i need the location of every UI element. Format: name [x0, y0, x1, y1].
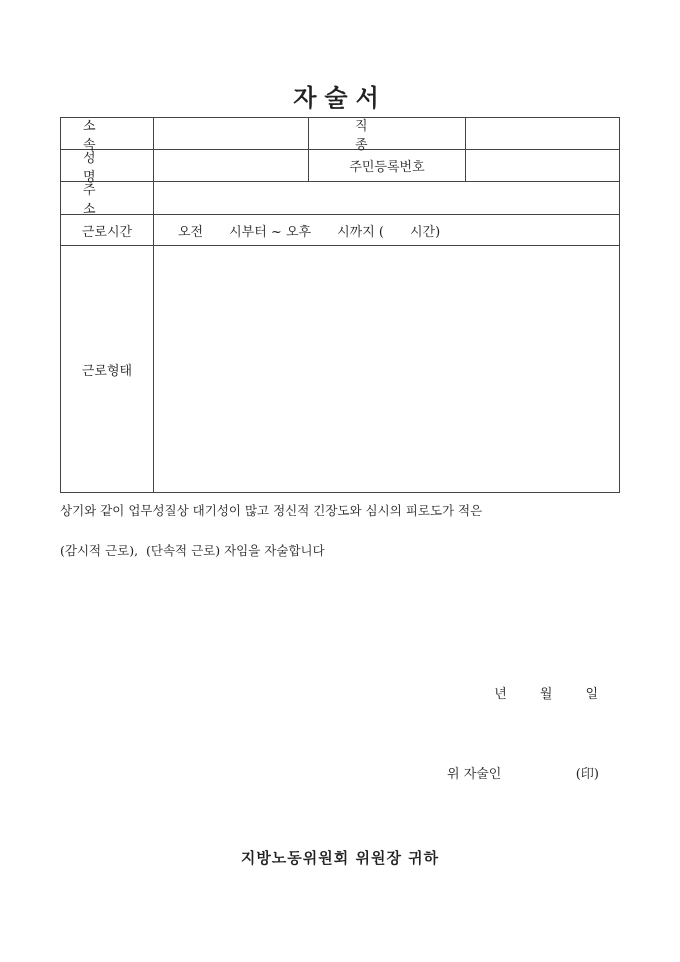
- statement-line-1: 상기와 같이 업무성질상 대기성이 많고 정신적 긴장도와 심시의 피로도가 적은: [60, 503, 483, 518]
- signature-line: [447, 763, 599, 782]
- work-type-field[interactable]: [153, 246, 619, 492]
- row-affiliation: [61, 118, 619, 153]
- date-month: 월: [539, 687, 553, 702]
- name-field[interactable]: [153, 150, 308, 181]
- work-hours-field[interactable]: [153, 215, 619, 245]
- addressee: 지방노동위원회 위원장 귀하: [240, 849, 440, 867]
- row-name: [61, 150, 619, 185]
- statement-form-table: [60, 117, 620, 493]
- name-label: 성 명: [83, 150, 118, 185]
- date-year: 년: [494, 687, 507, 702]
- statement-line-2: (감시적 근로), (단속적 근로) 자임을 자술합니다: [60, 543, 325, 558]
- signature-label: 위 자술인: [447, 767, 502, 782]
- work-hours-until: 시까지 (: [337, 224, 384, 240]
- seal-mark: (印): [575, 767, 599, 782]
- row-work-type: [61, 246, 619, 492]
- work-type-label: 근로형태: [81, 363, 133, 379]
- date-day: 일: [585, 687, 598, 702]
- job-field[interactable]: [465, 118, 619, 149]
- affiliation-field[interactable]: [153, 118, 308, 149]
- address-label: 주 소: [83, 183, 118, 217]
- affiliation-label: 소 속: [83, 118, 118, 153]
- document-title: 자술서: [293, 83, 387, 112]
- resident-id-label: 주민등록번호: [308, 150, 465, 181]
- address-field[interactable]: [153, 182, 619, 214]
- job-label: 직 종: [308, 118, 465, 149]
- date-line: [494, 683, 598, 702]
- work-hours-from: 시부터 ~ 오후: [229, 224, 312, 240]
- resident-id-field[interactable]: [465, 150, 619, 181]
- row-work-hours: [61, 215, 619, 246]
- work-hours-label: 근로시간: [81, 224, 133, 240]
- work-hours-total: 시간): [409, 224, 441, 240]
- row-address: [61, 182, 619, 215]
- work-hours-am: 오전: [178, 224, 204, 240]
